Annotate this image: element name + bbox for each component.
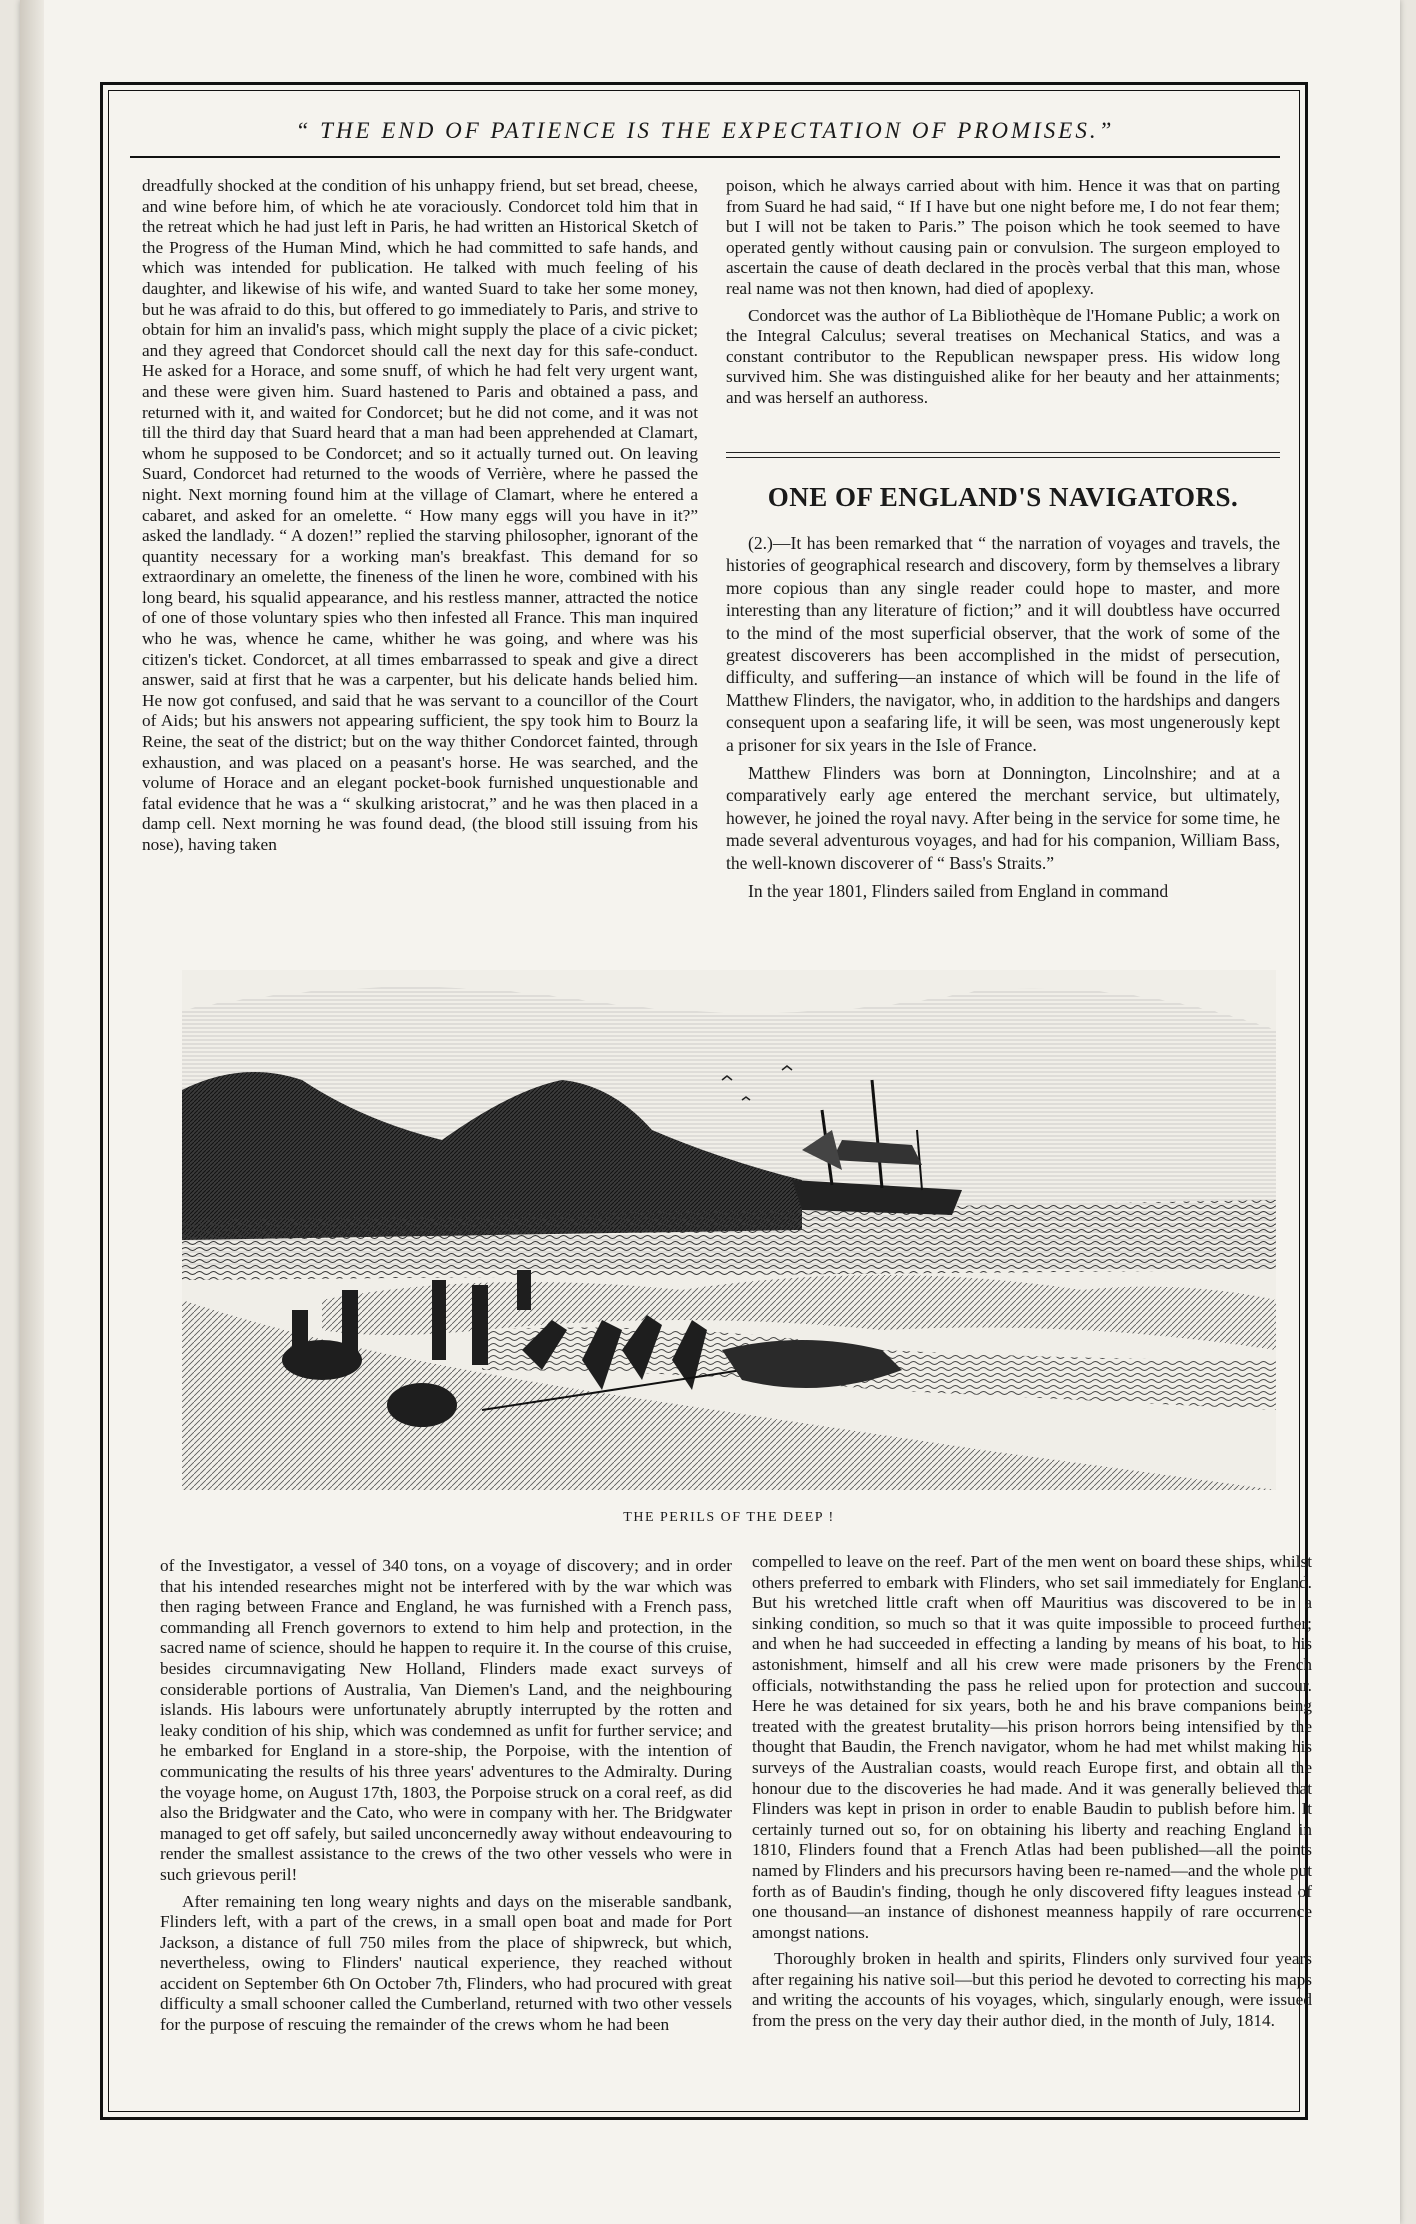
paragraph: In the year 1801, Flinders sailed from England in command: [748, 881, 1169, 902]
paragraph: After remaining ten long weary nights and days on the miserable sandbank, Flinders left, with a part of the crews, in a small open boat and made for Port Jackson, a distance of full 750 miles from the place of shipwreck, but which, nevertheless, owing to Flinders' nautical experience, they reached without accident on September 6th On October 7th, Flinders, who had procured with great difficulty a small schooner called the Cumberland, returned with two other vessels for the purpose of rescuing the remainder of the crews whom he had been: [160, 1891, 732, 2035]
column-navigators-intro: [726, 532, 1280, 909]
shipwreck-engraving: [182, 970, 1276, 1490]
paragraph: dreadfully shocked at the condition of his unhappy friend, but set bread, cheese, and wine before him, of which he ate voraciously. Condorcet told him that in the retreat which he had just left in Paris, he had written an Historical Sketch of the Progress of the Human Mind, which he had committed to safe hands, and which was intended for publication. He talked with much feeling of his daughter, and likewise of his wife, and wanted Suard to take her some money, but he was afraid to do this, but offered to go immediately to Paris, and strive to obtain for him an invalid's pass, which might supply the place of a civic picket; and they agreed that Condorcet should call the next day for this safe-conduct. He asked for a Horace, and some snuff, of which he had felt very urgent want, and these were given him. Suard hastened to Paris and obtained a pass, and returned with it, and waited for Condorcet; but he did not come, and it was not till the third day that Suard heard that a man had been apprehended at Clamart, whom he supposed to be Condorcet; and so it actually turned out. On leaving Suard, Condorcet had returned to the woods of Verrière, where he passed the night. Next morning found him at the village of Clamart, where he entered a cabaret, and asked for an omelette. “ How many eggs will you have in it?” asked the landlady. “ A dozen!” replied the starving philosopher, ignorant of the quantity necessary for a working man's breakfast. This demand for so extraordinary an omelette, the fineness of the linen he wore, combined with his long beard, his squalid appearance, and his restless manner, attracted the notice of one of those voluntary spies who then infested all France. This man inquired who he was, whence he came, whither he was going, and where was his citizen's ticket. Condorcet, at all times embarrassed to speak and give a direct answer, said at first that he was a carpenter, but his delicate hands belied him. He now got confused, and said that he was servant to a councillor of the Court of Aids; but his answers not appearing sufficient, the spy took him to Bourz la Reine, the seat of the district; but on the way thither Condorcet fainted, through exhaustion, and was placed on a peasant's horse. He was searched, and the volume of Horace and an elegant pocket-book furnished unquestionable and fatal evidence that he was a “ skulking aristocrat,” and he was then placed in a damp cell. Next morning he was found dead, (the blood still issuing from his nose), having taken: [142, 176, 698, 854]
paragraph: poison, which he always carried about with him. Hence it was that on parting from Suard he had said, “ If I have but one night before me, I do not fear them; but I will not be taken to Paris.” The poison which he took seemed to have operated gently without causing pain or convulsion. The surgeon employed to ascertain the cause of death declared in the procès verbal that this man, whose real name was not then known, had died of apoplexy.: [726, 176, 1280, 298]
paragraph: Condorcet was the author of La Bibliothèque de l'Homane Public; a work on the Integral Calculus; several treatises on Mechanical Statics, and was a constant contributor to the Republican newspaper press. His widow long survived him. She was distinguished alike for her beauty and her attainments; and was herself an authoress.: [726, 305, 1280, 407]
paragraph: Matthew Flinders was born at Donnington, Lincolnshire; and at a comparatively early age entered the merchant service, but ultimately, however, he joined the royal navy. After being in the service for some time, he made several adventurous voyages, and had for his companion, William Bass, the well-known discoverer of “ Bass's Straits.”: [726, 763, 1280, 873]
page-binding-edge: [20, 0, 44, 2224]
page-motto: “ THE END OF PATIENCE IS THE EXPECTATION OF PROMISES.”: [295, 118, 1115, 143]
paragraph: compelled to leave on the reef. Part of the men went on board these ships, whilst others preferred to embark with Flinders, who set sail immediately for England. But his wretched little craft when off Mauritius was discovered to be in a sinking condition, so much so that it was quite impossible to proceed further; and when he had succeeded in effecting a landing by means of his boat, to his astonishment, himself and all his crew were made prisoners by the French officials, notwithstanding the pass he relied upon for protection and succour. Here he was detained for six years, both he and his brave companions being treated with the greatest brutality—his prison horrors being intensified by the thought that Baudin, the French navigator, whom he had met whilst making his surveys of the Australian coasts, would reach Europe first, and obtain all the honour due to the discoveries he had made. And it was generally believed that Flinders was kept in prison in order to enable Baudin to publish before him. It certainly turned out so, for on obtaining his liberty and reaching England in 1810, Flinders found that a French Atlas had been published—all the points named by Flinders and his precursors having been re-named—and the whole put forth as of Baudin's finding, though he only discovered fifty leagues instead of one thousand—an instance of dishonest meanness happily of rare occurrence amongst nations.: [752, 1552, 1312, 1942]
column-flinders-captivity: [752, 1552, 1312, 2038]
section-divider: [726, 452, 1280, 458]
column-flinders-voyage: [160, 1556, 732, 2042]
paragraph: of the Investigator, a vessel of 340 tons, on a voyage of discovery; and in order that his intended researches might not be interfered with by the war which was then raging between France and England, he was furnished with a French pass, commanding all French governors to extend to him help and protection, in the sacred name of science, should he happen to require it. In the course of this cruise, besides circumnavigating New Holland, Flinders made exact surveys of considerable portions of Australia, Van Diemen's Land, and the neighbouring islands. His labours were unfortunately abruptly interrupted by the rotten and leaky condition of his ship, which was condemned as unfit for further service; and he embarked for England in a store-ship, the Porpoise, with the intention of communicating the results of his three years' adventures to the Admiralty. During the voyage home, on August 17th, 1803, the Porpoise struck on a coral reef, as did also the Bridgwater and the Cato, who were in company with her. The Bridgwater managed to get off safely, but sailed unconcernedly away without endeavouring to render the smallest assistance to the crews of the two other vessels who were in such grievous peril!: [160, 1556, 732, 1884]
column-condorcet-end: [726, 176, 1280, 415]
illustration-caption: THE PERILS OF THE DEEP !: [623, 1510, 835, 1525]
column-condorcet-continued: [142, 176, 698, 862]
article-title: ONE OF ENGLAND'S NAVIGATORS.: [767, 482, 1239, 512]
paragraph: (2.)—It has been remarked that “ the narration of voyages and travels, the histories of geographical research and discovery, form by themselves a library more copious than any single reader could hope to master, and more interesting than any literature of fiction;” and it will doubtless have occurred to the mind of the most superficial observer, that the work of some of the greatest discoverers has been accomplished in the midst of persecution, difficulty, and suffering—an instance of which will be found in the life of Matthew Flinders, the navigator, who, in addition to the hardships and dangers consequent upon a seafaring life, it will be seen, was most ungenerously kept a prisoner for six years in the Isle of France.: [726, 533, 1280, 755]
paragraph: Thoroughly broken in health and spirits, Flinders only survived four years after regaining his native soil—but this period he devoted to correcting his maps and writing the accounts of his voyages, which, singularly enough, were issued from the press on the very day their author died, in the month of July, 1814.: [752, 1949, 1312, 2031]
motto-divider: [130, 156, 1280, 158]
